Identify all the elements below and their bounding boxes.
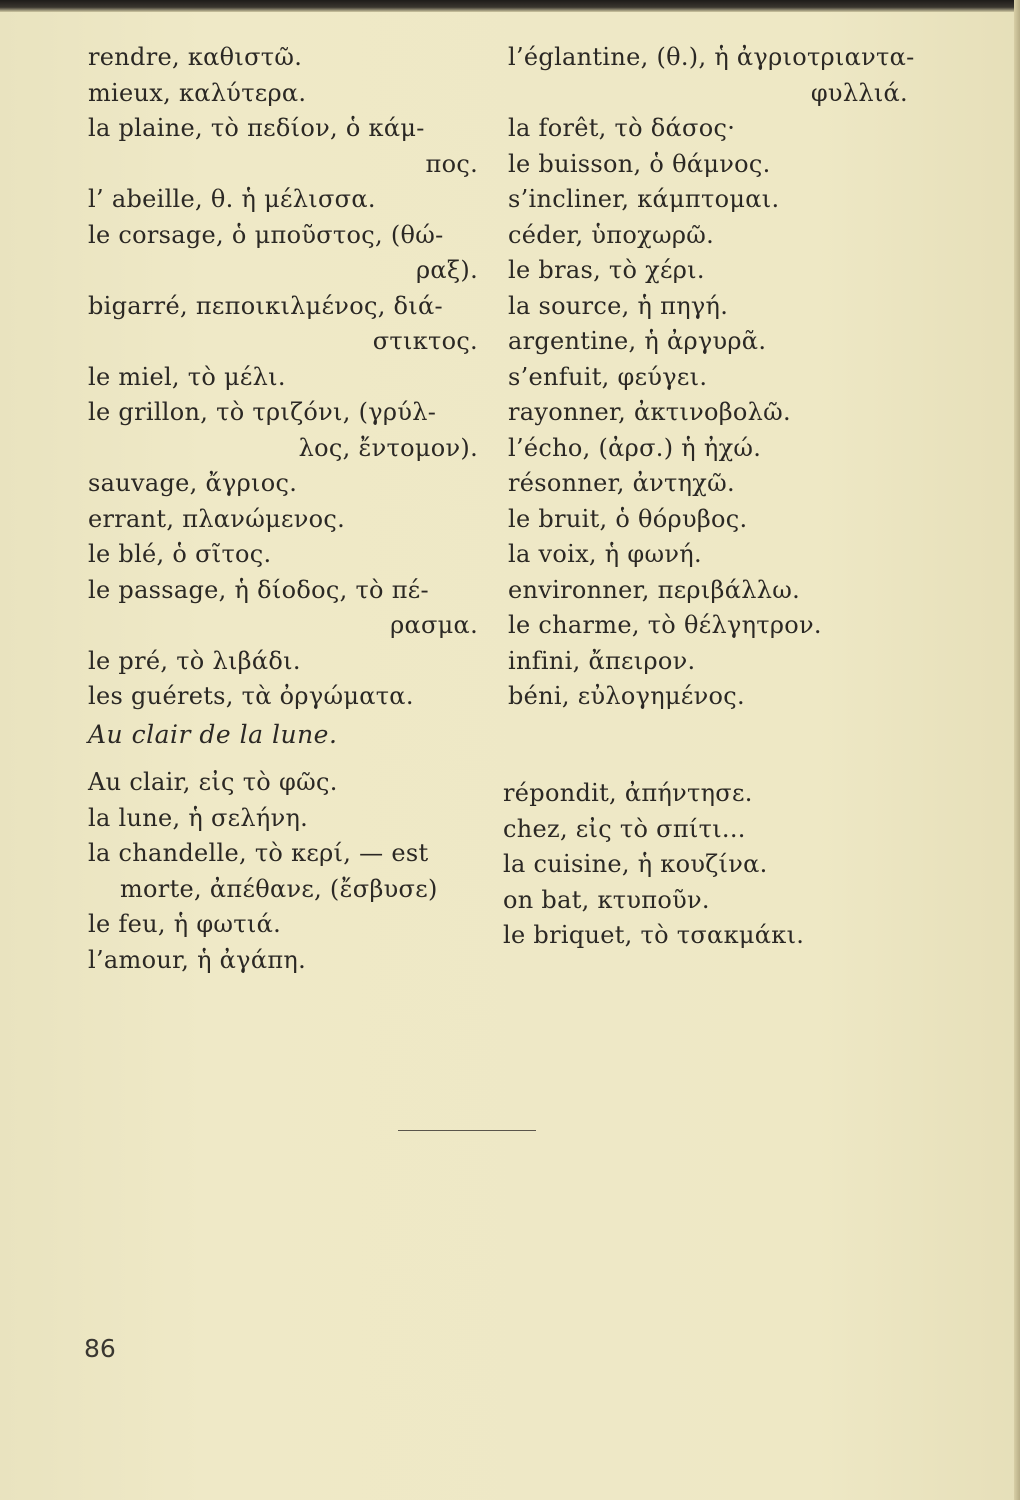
vocabulary-line: l’écho, (ἀρσ.) ἡ ἠχώ. <box>508 433 762 462</box>
vocabulary-line: rendre, καθιστῶ. <box>88 43 303 71</box>
vocabulary-line: le blé, ὁ σῖτος. <box>88 540 272 568</box>
vocabulary-line: rayonner, ἀκτινοβολῶ. <box>508 398 791 426</box>
vocabulary-column-left <box>88 40 488 715</box>
vocabulary-line: argentine, ἡ ἀργυρᾶ. <box>508 327 767 355</box>
vocabulary-line: le charme, τὸ θέλγητρον. <box>508 611 822 639</box>
page-number: 86 <box>84 1334 116 1363</box>
page-top-edge <box>0 0 1020 12</box>
vocabulary-line: la voix, ἡ φωνή. <box>508 540 702 568</box>
vocabulary-line: le pré, τὸ λιβάδι. <box>88 646 301 675</box>
vocabulary-line: s’enfuit, φεύγει. <box>508 362 708 391</box>
vocabulary-line: morte, ἀπέθανε, (ἔσβυσε) <box>120 874 438 903</box>
vocabulary-line: ρασμα. <box>390 611 478 639</box>
vocabulary-line: l’ abeille, θ. ἡ μέλισσα. <box>88 185 376 213</box>
vocabulary-line: le briquet, τὸ τσακμάκι. <box>503 921 805 949</box>
section-title: Au clair de la lune. <box>88 720 338 749</box>
vocabulary-line: errant, πλανώμενος. <box>88 504 346 533</box>
vocabulary-line: φυλλιά. <box>810 78 908 107</box>
vocabulary-column-left-2 <box>88 765 488 978</box>
vocabulary-line: mieux, καλύτερα. <box>88 78 307 107</box>
vocabulary-line: le buisson, ὁ θάμνος. <box>508 149 771 178</box>
vocabulary-line: la forêt, τὸ δάσος· <box>508 114 736 142</box>
page-right-edge <box>1014 0 1020 1500</box>
vocabulary-column-right <box>508 40 915 715</box>
vocabulary-line: στικτος. <box>372 327 478 355</box>
vocabulary-line: le passage, ἡ δίοδος, τὸ πέ- <box>88 575 429 604</box>
vocabulary-line: le corsage, ὁ μποῦστος, (θώ- <box>88 220 444 249</box>
vocabulary-line: environner, περιβάλλω. <box>508 575 801 604</box>
vocabulary-line: bigarré, πεποικιλμένος, διά- <box>88 291 443 320</box>
vocabulary-line: infini, ἄπειρον. <box>508 646 696 675</box>
vocabulary-line: le bruit, ὁ θόρυβος. <box>508 504 748 533</box>
vocabulary-line: les guérets, τὰ ὀργώματα. <box>88 682 414 710</box>
vocabulary-line: le grillon, τὸ τριζόνι, (γρύλ- <box>88 398 437 426</box>
vocabulary-line: sauvage, ἄγριος. <box>88 469 298 497</box>
vocabulary-line: la cuisine, ἡ κουζίνα. <box>503 850 768 878</box>
vocabulary-line: chez, εἰς τὸ σπίτι... <box>503 814 746 843</box>
vocabulary-line: s’incliner, κάμπτομαι. <box>508 185 780 213</box>
vocabulary-line: l’amour, ἡ ἀγάπη. <box>88 945 307 974</box>
vocabulary-line: la source, ἡ πηγή. <box>508 291 729 320</box>
vocabulary-column-right-2 <box>503 776 903 954</box>
vocabulary-line: πος. <box>425 149 478 178</box>
vocabulary-line: céder, ὑποχωρῶ. <box>508 220 715 249</box>
vocabulary-line: on bat, κτυποῦν. <box>503 885 710 914</box>
vocabulary-line: la lune, ἡ σελήνη. <box>88 803 309 832</box>
vocabulary-line: λος, ἔντομον). <box>298 433 478 462</box>
vocabulary-line: ραξ). <box>415 256 478 284</box>
vocabulary-line: répondit, ἀπήντησε. <box>503 779 753 807</box>
vocabulary-line: le miel, τὸ μέλι. <box>88 362 286 391</box>
vocabulary-line: béni, εὐλογημένος. <box>508 682 745 710</box>
vocabulary-line: le bras, τὸ χέρι. <box>508 256 705 284</box>
vocabulary-line: la chandelle, τὸ κερί, — est <box>88 839 429 867</box>
horizontal-rule <box>398 1130 536 1131</box>
vocabulary-line: la plaine, τὸ πεδίον, ὁ κάμ- <box>88 114 425 142</box>
vocabulary-line: Au clair, εἰς τὸ φῶς. <box>88 768 338 796</box>
vocabulary-line: le feu, ἡ φωτιά. <box>88 910 282 938</box>
vocabulary-line: résonner, ἀντηχῶ. <box>508 469 735 497</box>
vocabulary-line: l’églantine, (θ.), ἡ ἀγριοτριαντα- <box>508 43 915 71</box>
